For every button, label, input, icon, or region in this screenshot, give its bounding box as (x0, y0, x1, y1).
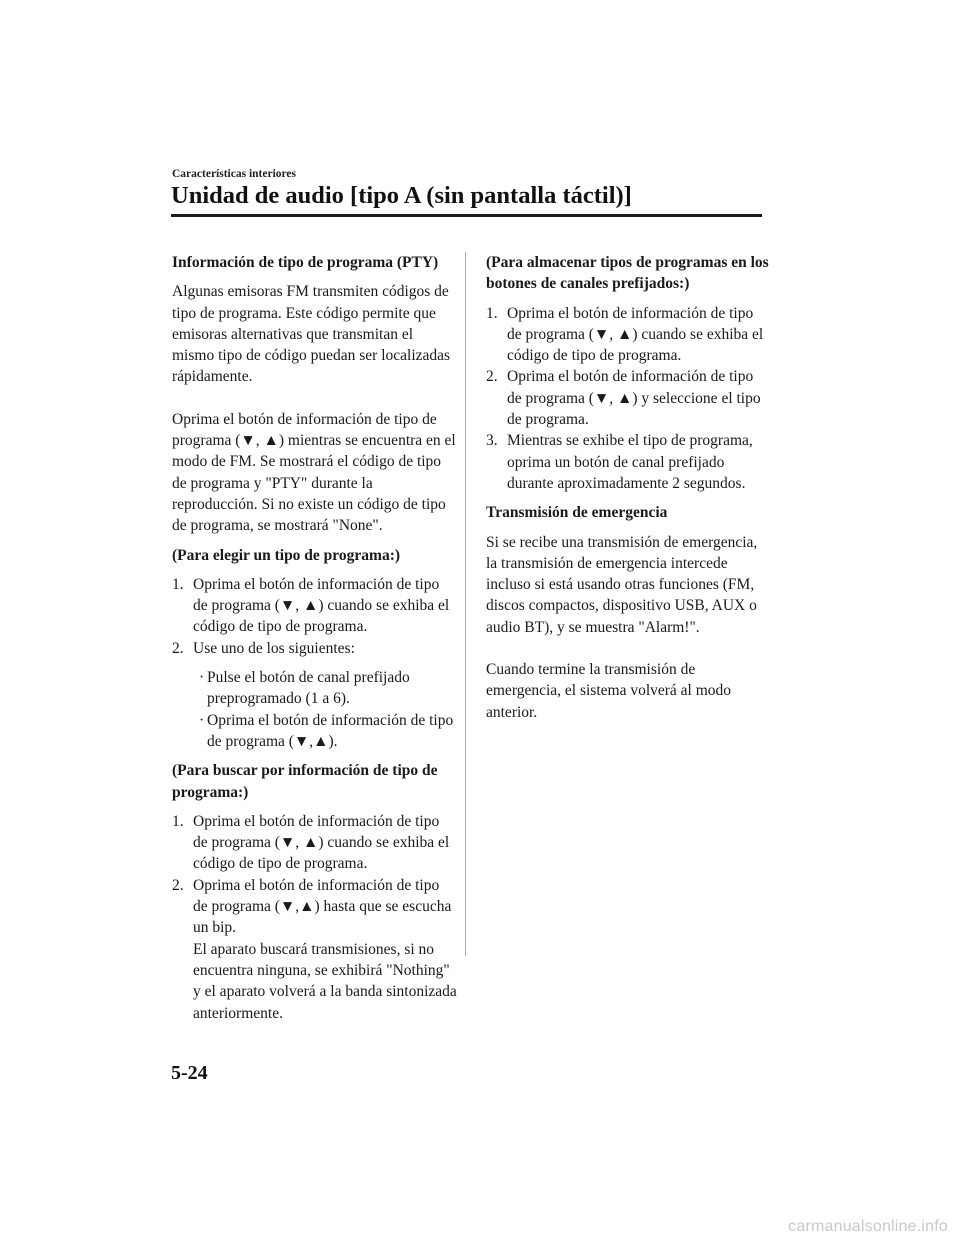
search-pty-note: El aparato buscará transmisiones, si no encuentra ninguna, se exhibirá "Nothing" y el aparato volverá a la banda sintonizada anteriormente. (193, 940, 457, 1022)
page-number: 5-24 (171, 1062, 208, 1084)
emergency-paragraph: Si se recibe una transmisión de emergencia, la transmisión de emergencia intercede incluso si está usando otras funciones (FM, discos compactos, dispositivo USB, AUX o audio BT), y se muestra "Alarm!". (486, 533, 758, 636)
search-pty-steps (172, 811, 457, 1024)
emergency-heading: Transmisión de emergencia (486, 504, 668, 522)
watermark: carmanualsonline.info (788, 1218, 948, 1235)
list-item: 1. Oprima el botón de información de tipo de programa (▼, ▲) cuando se exhiba el código de tipo de programa. (172, 575, 450, 636)
left-column (172, 252, 457, 1032)
list-item: 1. Oprima el botón de información de tipo de programa (▼, ▲) cuando se exhiba el código de tipo de programa. (486, 304, 764, 365)
list-item: 1. Oprima el botón de información de tipo de programa (▼, ▲) cuando se exhiba el código de tipo de programa. (172, 812, 450, 873)
bullet-item: · Oprima el botón de información de tipo de programa (▼,▲). (199, 711, 454, 750)
bullet-dot-icon: · (199, 711, 205, 729)
list-item: 2. Oprima el botón de información de tipo de programa (▼, ▲) y seleccione el tipo de programa. (486, 368, 761, 429)
pty-intro-paragraph: Algunas emisoras FM transmiten códigos de tipo de programa. Este código permite que emisoras alternativas que transmitan el mismo tipo de código puedan ser localizadas rápidamente. (172, 283, 451, 386)
choose-pty-subheading: (Para elegir un tipo de programa:) (172, 546, 401, 564)
column-divider (465, 252, 466, 956)
search-pty-subheading: (Para buscar por información de tipo de programa:) (172, 762, 438, 801)
emergency-end-paragraph: Cuando termine la transmisión de emergencia, el sistema volverá al modo anterior. (486, 661, 732, 721)
pty-usage-paragraph: Oprima el botón de información de tipo de programa (▼, ▲) mientras se encuentra en el modo de FM. Se mostrará el código de tipo de programa y "PTY" durante la reproducción. Si no existe un código de tipo de programa, se mostrará "None". (172, 410, 456, 535)
section-label: Características interiores (172, 168, 297, 180)
choose-pty-steps (172, 574, 457, 659)
list-item: 3. Mientras se exhibe el tipo de programa, oprima un botón de canal prefijado durante aproximadamente 2 segundos. (486, 432, 753, 492)
bullet-item: · Pulse el botón de canal prefijado preprogramado (1 a 6). (199, 669, 410, 708)
title-underline (171, 214, 762, 217)
list-item: 2. Oprima el botón de información de tipo de programa (▼,▲) hasta que se escucha un bip. El aparato buscará transmisiones, si no encuentra ninguna, se exhibirá "Nothing" y el aparato volverá a la banda sintonizada anteriormente. (172, 876, 457, 1022)
bullet-dot-icon: · (199, 669, 205, 687)
store-pty-steps (486, 303, 771, 495)
right-column (486, 252, 771, 731)
page-title: Unidad de audio [tipo A (sin pantalla táctil)] (171, 182, 632, 209)
choose-pty-options (172, 667, 457, 752)
list-item: 2. Use uno de los siguientes: (172, 639, 355, 657)
store-pty-subheading: (Para almacenar tipos de programas en los botones de canales prefijados:) (486, 254, 769, 293)
pty-heading: Información de tipo de programa (PTY) (172, 254, 439, 271)
